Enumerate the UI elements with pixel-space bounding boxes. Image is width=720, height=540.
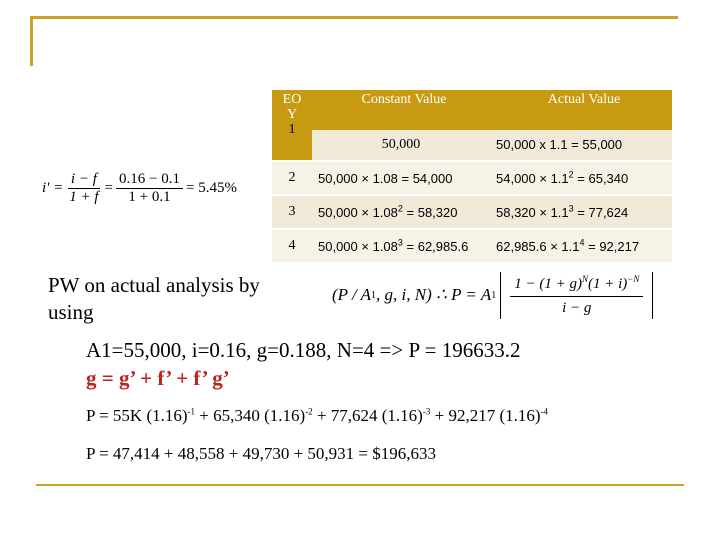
growth-rate-line: g = g’ + f’ + f’ g’ <box>86 366 230 390</box>
formula-bracket: $\frac{1 - (1 + g)^N(1 + i)^{-N}}{i - g}$ <box>500 272 653 319</box>
pw-expansion-line: P = 55K $(1.16)^{-1} + 65,340$ $(1.16)^{-2} + 77,624$ $(1.16)^{-3} + 92,217$ $(1.16)^{-4}$ <box>86 406 549 425</box>
fraction: $\frac{0.16 - 0.1}{1 + 0.1}$ <box>116 171 183 206</box>
header-eoy: EO Y 1 <box>272 90 312 160</box>
row1-actual: 50,000 x 1.1 = 55,000 <box>490 130 672 160</box>
geometric-gradient-formula: (P / A 1 , g, i, N) ∴ P = A 1 $\frac{1 - (1 + g)^N(1 + i)^{-N}}{i - g}$ <box>332 264 653 326</box>
decorative-left-line <box>30 16 33 66</box>
row1-constant: 50,000 <box>312 130 490 160</box>
decorative-top-line <box>30 16 678 19</box>
pw-result-line: P = 47,414 + 48,558 + 49,730 + 50,931 = $196,633 <box>86 444 437 463</box>
table-row: 4 $50,000 \times 1.08^3 = 62,985.6$ $62,985.6 \times 1.1^4 = 92,217$ <box>272 230 672 262</box>
value-table <box>272 90 672 262</box>
decorative-bottom-line <box>36 484 684 486</box>
table-row: 3 $50,000 \times 1.08^2 = 58,320$ $58,320 \times 1.1^3 = 77,624$ <box>272 196 672 228</box>
parameters-line: A1=55,000, i=0.16, g=0.188, N=4 => P = 196633.2 <box>86 338 521 362</box>
header-actual: Actual Value 50,000 x 1.1 = 55,000 <box>490 90 672 160</box>
header-constant: Constant Value 50,000 <box>312 90 490 160</box>
table-header-row <box>272 90 672 160</box>
fraction: $\frac{i - f}{1 + f}$ <box>69 170 99 205</box>
pw-description: PW on actual analysis by using <box>48 273 260 324</box>
inflation-free-rate-formula: i' = $\frac{i - f}{1 + f}$ = $\frac{0.16 - 0.1}{1 + 0.1}$ = 5.45% <box>42 170 237 205</box>
table-row: 2 50,000 × 1.08 = 54,000 $54,000 \times 1.1^2 = 65,340$ <box>272 162 672 194</box>
